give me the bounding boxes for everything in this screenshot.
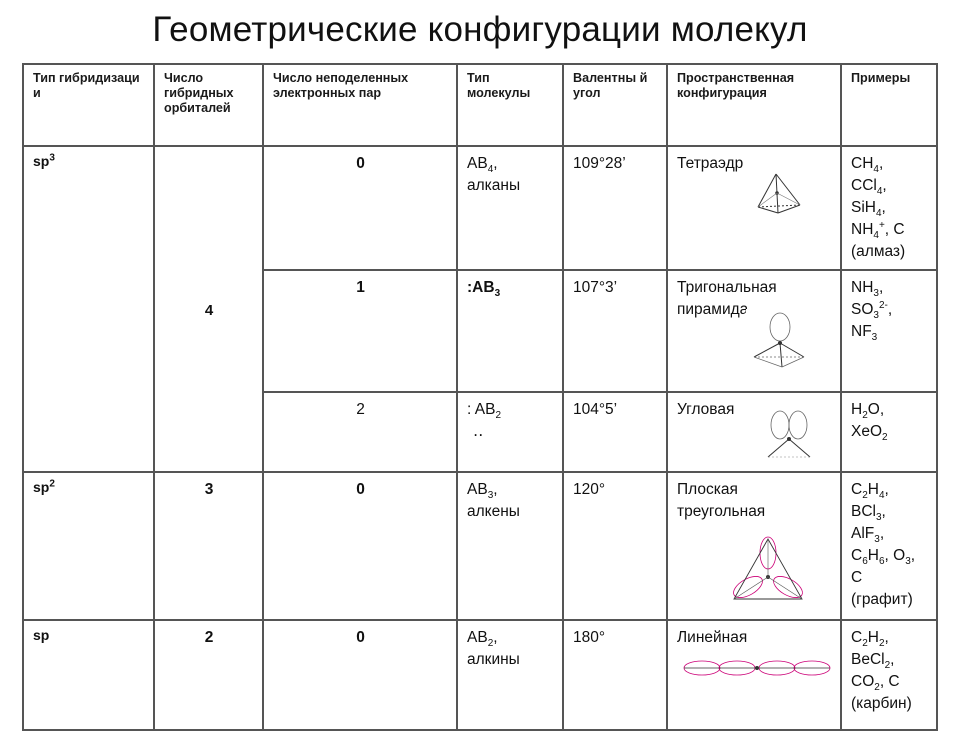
header-angle: Валентны й угол: [563, 64, 667, 146]
header-lone-pairs: Число неподеленных электронных пар: [263, 64, 457, 146]
configuration-cell: Тригональная пирамида: [667, 270, 841, 392]
trigonal-pyramid-icon: [746, 309, 814, 375]
header-hybridization: Тип гибридизаци и: [23, 64, 154, 146]
molecule-type-cell: : $AB_2$ ‥: [457, 392, 563, 472]
lone-pairs-cell: 2: [263, 392, 457, 472]
orbitals-sp3: 4: [154, 146, 263, 472]
header-molecule-type: Тип молекулы: [457, 64, 563, 146]
angle-cell: 120°: [563, 472, 667, 620]
orbitals-sp: 2: [154, 620, 263, 730]
lone-pairs-cell: 0: [263, 472, 457, 620]
lone-pairs-cell: 1: [263, 270, 457, 392]
examples-cell: $C_2H_2$, BeCl$_2$, $CO_2$, C (карбин): [841, 620, 937, 730]
hybridization-sp: sp: [23, 620, 154, 730]
configuration-cell: Линейная: [667, 620, 841, 730]
table-row: [23, 620, 937, 730]
header-configuration: Пространственная конфигурация: [667, 64, 841, 146]
configuration-cell: Плоская треугольная: [667, 472, 841, 620]
molecule-type-cell: $:AB_3$: [457, 270, 563, 392]
table-row: [23, 146, 937, 270]
configuration-cell: Угловая: [667, 392, 841, 472]
header-examples: Примеры: [841, 64, 937, 146]
trigonal-planar-icon: [728, 535, 808, 607]
angle-cell: 109°28’: [563, 146, 667, 270]
angle-cell: 180°: [563, 620, 667, 730]
orbitals-sp2: 3: [154, 472, 263, 620]
bent-molecule-icon: [754, 403, 824, 469]
header-orbitals: Число гибридных орбиталей: [154, 64, 263, 146]
tetrahedral-molecule-icon: [748, 169, 810, 219]
examples-cell: $H_2O$, XeO$_2$: [841, 392, 937, 472]
hybridization-sp2: $sp^2$: [23, 472, 154, 620]
molecule-type-cell: $AB_2$, алкины: [457, 620, 563, 730]
table-header-row: [23, 64, 937, 146]
linear-molecule-icon: [682, 657, 832, 679]
angle-cell: 104°5’: [563, 392, 667, 472]
molecule-type-cell: $AB_3$, алкены: [457, 472, 563, 620]
examples-cell: $NH_3$, $SO_3^{2-}$, $NF_3$: [841, 270, 937, 392]
examples-cell: $CH_4$, CCl$_4$, SiH$_4$, $NH_4^+$, C (алмаз): [841, 146, 937, 270]
table-row: [23, 472, 937, 620]
page-title: Геометрические конфигурации молекул: [152, 10, 808, 49]
configuration-cell: Тетраэдр: [667, 146, 841, 270]
lone-pairs-cell: 0: [263, 146, 457, 270]
molecule-configuration-table: [22, 63, 938, 731]
lone-pairs-cell: 0: [263, 620, 457, 730]
hybridization-sp3: $sp^3$: [23, 146, 154, 472]
molecule-type-cell: $AB_4$, алканы: [457, 146, 563, 270]
angle-cell: 107°3’: [563, 270, 667, 392]
examples-cell: $C_2H_4$, BCl$_3$, AlF$_3$, $C_6H_6$, $O_3$, C (графит): [841, 472, 937, 620]
